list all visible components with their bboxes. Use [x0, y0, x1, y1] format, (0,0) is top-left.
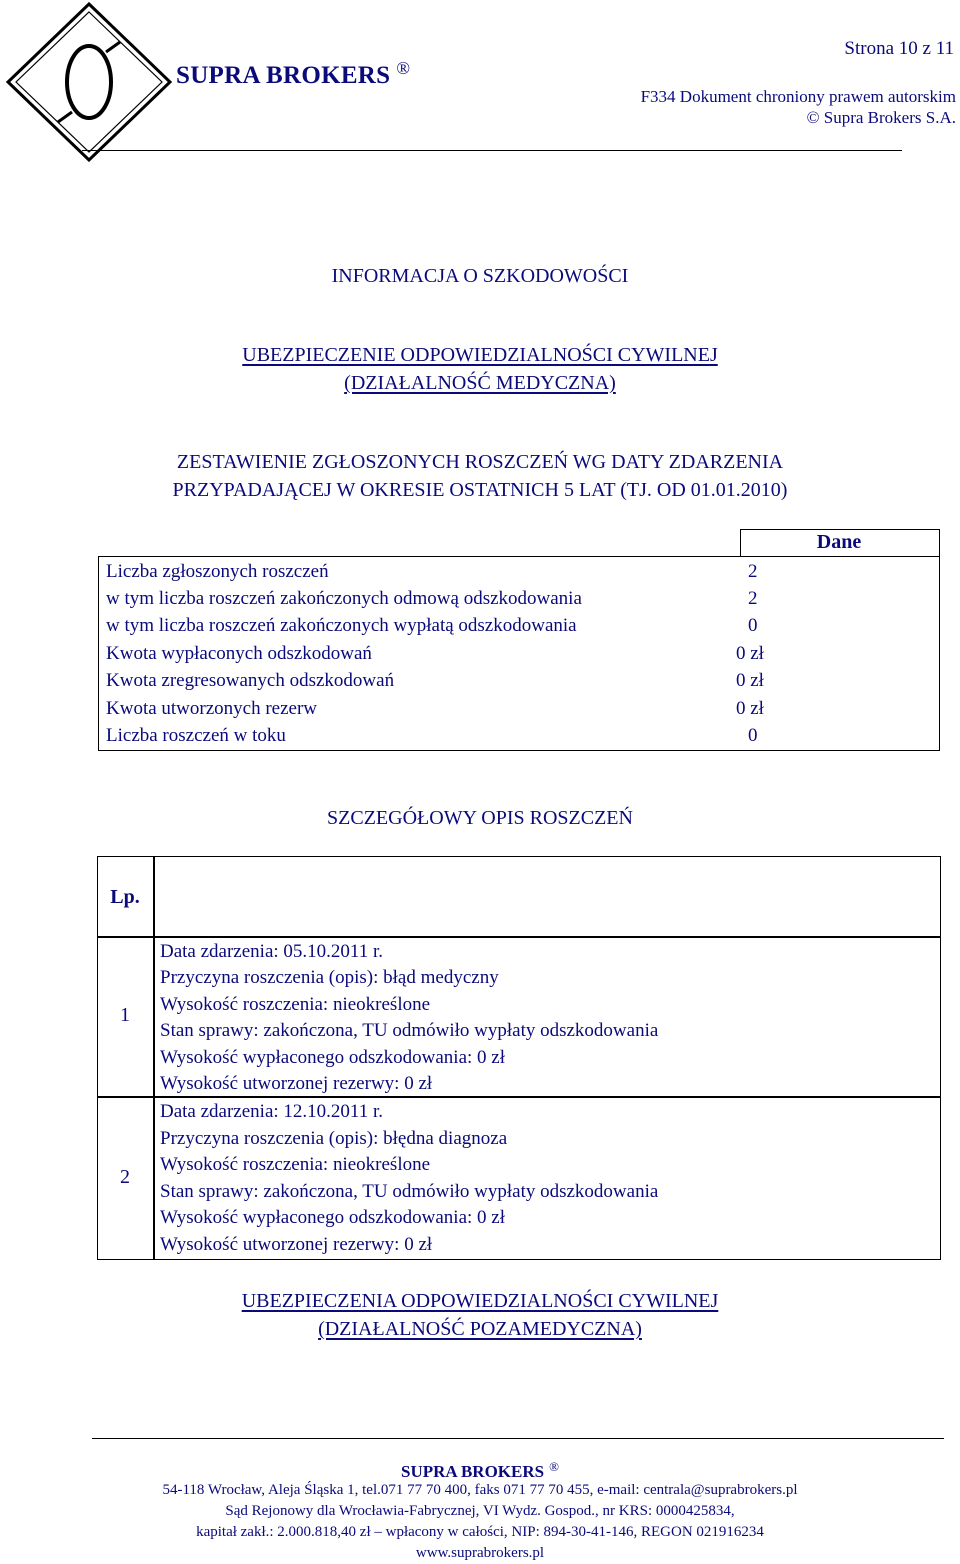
section-nonmedical-line1: UBEZPIECZENIA ODPOWIEDZIALNOŚCI CYWILNEJ [241, 1290, 719, 1312]
doc-copyright-line: F334 Dokument chroniony prawem autorskim [640, 87, 956, 106]
summary-row-label: Kwota utworzonych rezerw [106, 698, 318, 719]
summary-row-value: 0 zł [736, 670, 764, 691]
claim-2-status: Stan sprawy: zakończona, TU odmówiło wypłaty odszkodowania [160, 1181, 659, 1202]
footer-divider [92, 1438, 944, 1439]
registered-mark: ® [396, 58, 411, 78]
footer-court-registry: Sąd Rejonowy dla Wrocławia-Fabrycznej, VI Wydz. Gospod., nr KRS: 0000425834, [225, 1503, 735, 1519]
section-medical-line1: UBEZPIECZENIE ODPOWIEDZIALNOŚCI CYWILNEJ [242, 344, 718, 366]
description-header-cell [153, 856, 941, 938]
summary-row-value: 0 [748, 725, 758, 746]
claim-1-reserve: Wysokość utworzonej rezerwy: 0 zł [160, 1073, 433, 1094]
summary-row-value: 0 zł [736, 698, 764, 719]
section-medical-heading [0, 341, 960, 397]
details-heading: SZCZEGÓŁOWY OPIS ROSZCZEŃ [327, 807, 633, 829]
summary-heading-line1: ZESTAWIENIE ZGŁOSZONYCH ROSZCZEŃ WG DATY ZDARZENIA [176, 451, 784, 473]
summary-table [98, 529, 940, 751]
claim-1-paid: Wysokość wypłaconego odszkodowania: 0 zł [160, 1047, 505, 1068]
claim-2-cause: Przyczyna roszczenia (opis): błędna diagnoza [160, 1128, 508, 1149]
claim-1-number: 1 [120, 1004, 130, 1026]
summary-row-value: 2 [748, 588, 758, 609]
summary-row-label: Kwota zregresowanych odszkodowań [106, 670, 395, 691]
summary-heading-line2: PRZYPADAJĄCEJ W OKRESIE OSTATNICH 5 LAT (TJ. OD 01.01.2010) [172, 479, 788, 501]
header-brand: SUPRA BROKERS ® [176, 58, 411, 89]
summary-row-value: 0 zł [736, 643, 764, 664]
claim-2-reserve: Wysokość utworzonej rezerwy: 0 zł [160, 1234, 433, 1255]
summary-column-header: Dane [816, 531, 862, 553]
lp-column-header: Lp. [110, 886, 140, 908]
summary-row-value: 2 [748, 561, 758, 582]
footer-website: www.suprabrokers.pl [415, 1545, 545, 1561]
summary-row-label: Liczba roszczeń w toku [106, 725, 286, 746]
summary-row-label: w tym liczba roszczeń zakończonych odmową odszkodowania [106, 588, 582, 609]
section-nonmedical-heading [0, 1287, 960, 1343]
claims-details-table [97, 856, 941, 1260]
doc-owner-line: © Supra Brokers S.A. [806, 108, 956, 127]
footer-registered-mark: ® [549, 1459, 559, 1474]
summary-row-value: 0 [748, 615, 758, 636]
supra-brokers-logo [4, 2, 174, 162]
summary-row-label: Kwota wypłaconych odszkodowań [106, 643, 372, 664]
footer-brand: SUPRA BROKERS ® [400, 1459, 559, 1481]
claim-1-amount: Wysokość roszczenia: nieokreślone [160, 994, 431, 1015]
claim-1-cause: Przyczyna roszczenia (opis): błąd medyczny [160, 967, 499, 988]
claim-2-date: Data zdarzenia: 12.10.2011 r. [160, 1101, 383, 1122]
summary-row-label: w tym liczba roszczeń zakończonych wypłatą odszkodowania [106, 615, 577, 636]
section-nonmedical-line2: (DZIAŁALNOŚĆ POZAMEDYCZNA) [318, 1318, 642, 1340]
claim-1-status: Stan sprawy: zakończona, TU odmówiło wypłaty odszkodowania [160, 1020, 659, 1041]
summary-heading [0, 448, 960, 504]
document-info [641, 86, 956, 128]
claim-2-amount: Wysokość roszczenia: nieokreślone [160, 1154, 431, 1175]
document-title: INFORMACJA O SZKODOWOŚCI [331, 265, 629, 287]
page-number: Strona 10 z 11 [844, 38, 954, 59]
claim-2-number: 2 [120, 1166, 130, 1188]
summary-row-label: Liczba zgłoszonych roszczeń [106, 561, 329, 582]
header-divider [82, 150, 902, 151]
footer-address: 54-118 Wrocław, Aleja Śląska 1, tel.071 77 70 400, faks 071 77 70 455, e-mail: centrala@suprabrokers.pl [162, 1482, 798, 1498]
claim-1-date: Data zdarzenia: 05.10.2011 r. [160, 941, 383, 962]
footer-capital-tax: kapitał zakł.: 2.000.818,40 zł – wpłacony w całości, NIP: 894-30-41-146, REGON 021916234 [196, 1524, 764, 1540]
claim-2-paid: Wysokość wypłaconego odszkodowania: 0 zł [160, 1207, 505, 1228]
section-medical-line2: (DZIAŁALNOŚĆ MEDYCZNA) [344, 372, 616, 394]
